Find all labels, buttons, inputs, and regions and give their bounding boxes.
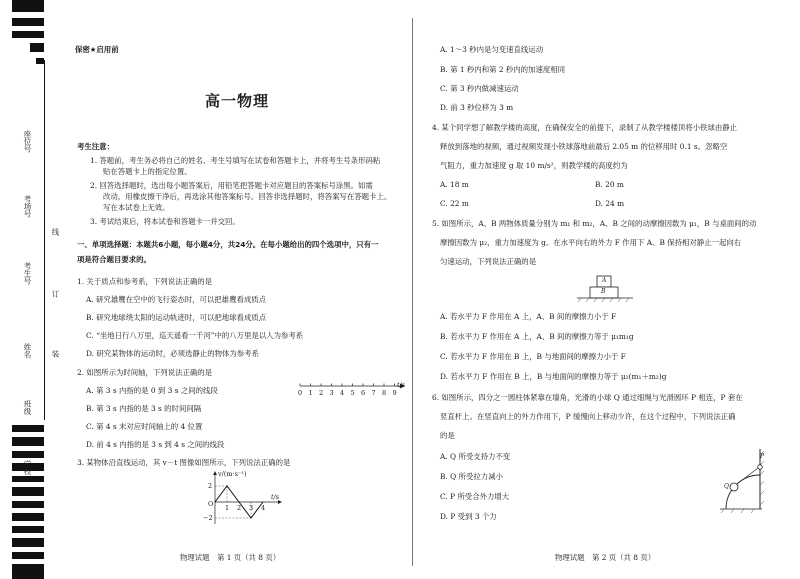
q5-stem-line: 摩擦因数为 μ₂，重力加速度为 g。在水平向右的外力 F 作用下 A、B 保持相对静止一起向右 — [440, 238, 742, 247]
time-axis-tick-label: 0 — [298, 389, 303, 397]
q6-stem-line: 竖直杆上。在竖直向上的外力作用下，P 缓慢向上移动少许，在这个过程中，下列说法正确 — [440, 412, 736, 421]
q6-option-d: D. P 受到 3 个力 — [440, 512, 497, 521]
vt-ytick: −2 — [203, 514, 213, 522]
vt-xtick: 2 — [237, 504, 242, 512]
footer-left: 物理试题 第 1 页（共 8 页） — [180, 553, 281, 562]
exam-room-label: 考场号 — [23, 195, 32, 218]
vt-ylabel: v/(m·s⁻¹) — [218, 470, 247, 478]
q3-option-c: C. 第 3 秒内做减速运动 — [440, 84, 519, 93]
time-axis-tick-label: 1 — [308, 389, 313, 397]
notice-line: 3. 考试结束后，将本试卷和答题卡一并交回。 — [90, 217, 240, 226]
q5-option-c: C. 若水平力 F 作用在 B 上，B 与地面间的摩擦力小于 F — [440, 352, 626, 361]
time-axis-tick-label: 6 — [361, 389, 366, 397]
vt-origin: O — [208, 500, 214, 508]
binding-stripe — [12, 552, 44, 559]
notice-line: 贴在答题卡上的指定位置。 — [103, 167, 192, 176]
time-axis-figure — [295, 378, 410, 404]
q5-option-b: B. 若水平力 F 作用在 A 上，A、B 间的摩擦力等于 μ₁m₁g — [440, 332, 634, 341]
class-label: 班级 — [23, 400, 32, 415]
q1-option-a: A. 研究雄鹰在空中的飞行姿态时，可以把雄鹰看成质点 — [86, 295, 267, 304]
footer-right: 物理试题 第 2 页（共 8 页） — [555, 553, 656, 562]
q6-stem-line: 6. 如图所示，四分之一圆柱体紧靠在墙角，光滑的小球 Q 通过细绳与光滑圆环 P 相连，P 套在 — [432, 393, 743, 402]
q2-stem: 2. 如图所示为时间轴，下列说法正确的是 — [77, 368, 213, 377]
vt-xtick: 1 — [225, 504, 230, 512]
q5-stem-line: 匀速运动，下列说法正确的是 — [440, 257, 537, 266]
vt-graph — [205, 470, 285, 526]
vt-xtick: 3 — [249, 504, 254, 512]
ring-p-label: P — [760, 453, 765, 460]
q2-option-d: D. 前 4 s 内指的是 3 s 到 4 s 之间的线段 — [86, 440, 225, 449]
q5-option-d: D. 若水平力 F 作用在 B 上，B 与地面间的摩擦力等于 μ₂(m₁＋m₂)g — [440, 372, 667, 381]
q4-option-d: D. 24 m — [595, 199, 625, 208]
q3-option-a: A. 1～3 秒内是匀变速直线运动 — [440, 45, 544, 54]
time-axis-tick-label: 3 — [329, 389, 334, 397]
q6-option-c: C. P 所受合外力增大 — [440, 492, 510, 501]
notice-line: 改动，用橡皮擦干净后，再选涂其他答案标号。回答非选择题时，将答案写在答题卡上。 — [103, 192, 392, 201]
confidential-label: 保密★启用前 — [75, 45, 119, 54]
time-axis-tick-label: 9 — [392, 389, 397, 397]
page-title: 高一物理 — [205, 92, 270, 110]
block-b-label: B — [601, 288, 606, 295]
q6-stem-line: 的是 — [440, 431, 455, 440]
blocks-figure — [575, 274, 635, 304]
q1-stem: 1. 关于质点和参考系，下列说法正确的是 — [77, 277, 213, 286]
notice-line: 写在本试卷上无效。 — [103, 203, 170, 212]
notice-title: 考生注意： — [77, 142, 114, 151]
q1-option-d: D. 研究某物体的运动时，必须选静止的物体为参考系 — [86, 349, 259, 358]
notice-line: 2. 回答选择题时，选出每小题答案后，用铅笔把答题卡对应题目的答案标号涂黑。如需 — [90, 181, 373, 190]
q4-option-b: B. 20 m — [595, 180, 624, 189]
candidate-number-label: 考生号 — [23, 262, 32, 285]
cut-mark-bind: 装 — [51, 350, 60, 358]
cylinder-figure — [700, 445, 768, 515]
binding-strip — [0, 0, 58, 579]
section-heading-cont: 项是符合题目要求的。 — [77, 255, 151, 264]
binding-stripe — [12, 425, 44, 432]
time-axis-tick-label: 5 — [350, 389, 355, 397]
cut-mark-order: 订 — [51, 290, 60, 298]
time-axis-tick-label: 4 — [340, 389, 345, 397]
block-a-label: A — [602, 277, 607, 284]
cylinder-svg — [700, 445, 768, 515]
vt-xlabel: t/s — [271, 493, 280, 501]
notice-line: 1. 答题前，考生务必将自己的姓名、考生号填写在试卷和答题卡上，并将考生号条形码粘 — [90, 156, 381, 165]
q3-option-d: D. 前 3 秒位移为 3 m — [440, 103, 514, 112]
binding-stripe — [12, 451, 44, 458]
section-heading: 一、单项选择题：本题共6小题，每小题4分，共24分。在每小题给出的四个选项中，只有一 — [77, 240, 379, 249]
ball-q-label: Q — [724, 483, 729, 490]
q4-stem-line: 4. 某个同学想了解教学楼的高度，在确保安全的前提下，录制了从教学楼楼顶将小铁球由静止 — [432, 123, 738, 132]
binding-stripe — [36, 58, 44, 64]
name-label: 姓名 — [23, 343, 32, 358]
vt-xtick: 4 — [261, 504, 266, 512]
q2-option-a: A. 第 3 s 内指的是 0 到 3 s 之间的线段 — [86, 386, 218, 395]
q5-stem-line: 5. 如图所示，A、B 两物体质量分别为 m₁ 和 m₂，A、B 之间的动摩擦因数为 μ₁，B 与桌面间的动 — [432, 219, 757, 228]
q2-option-b: B. 第 3 s 内指的是 3 s 的时间间隔 — [86, 404, 202, 413]
q4-stem-line: 释放到落地的视频，通过视频发现小铁球落地前最后 2.05 m 的位移用时 0.1 s。忽略空 — [440, 142, 728, 151]
q5-option-a: A. 若水平力 F 作用在 A 上，A、B 间的摩擦力小于 F — [440, 312, 617, 321]
time-axis-tick-label: 2 — [319, 389, 324, 397]
time-axis-tick-label: 7 — [371, 389, 376, 397]
q3-stem: 3. 某物体沿直线运动，其 v－t 图像如图所示，下列说法正确的是 — [77, 458, 291, 467]
binding-stripe — [12, 18, 44, 26]
time-axis-tick-label: 8 — [382, 389, 387, 397]
school-label: 学校 — [23, 460, 32, 475]
binding-stripe — [30, 43, 44, 52]
binding-stripe — [12, 437, 44, 446]
q4-option-c: C. 22 m — [440, 199, 469, 208]
q6-option-a: A. Q 所受支持力不变 — [440, 452, 511, 461]
binding-stripe — [12, 487, 44, 496]
binding-stripe — [12, 476, 44, 482]
binding-stripe — [12, 526, 44, 533]
seat-number-label: 座位号 — [23, 130, 32, 153]
cut-mark-line: 线 — [51, 228, 60, 236]
vt-ytick: 2 — [208, 482, 213, 490]
binding-stripe — [12, 31, 44, 38]
q6-option-b: B. Q 所受拉力减小 — [440, 472, 503, 481]
q4-stem-line: 气阻力，重力加速度 g 取 10 m/s²，则教学楼的高度约为 — [440, 161, 628, 170]
q1-option-b: B. 研究地球绕太阳的运动轨迹时，可以把地球看成质点 — [86, 313, 267, 322]
binding-stripe — [12, 513, 44, 521]
q4-option-a: A. 18 m — [440, 180, 469, 189]
time-axis-unit: t/s — [397, 381, 406, 389]
page-divider — [412, 18, 413, 566]
binding-stripe — [12, 0, 44, 12]
binding-stripe — [12, 501, 44, 508]
q3-option-b: B. 第 1 秒内和第 2 秒内的加速度相同 — [440, 65, 566, 74]
binding-stripe — [12, 538, 44, 547]
binding-stripe — [12, 564, 44, 579]
q1-option-c: C. “坐地日行八万里，巡天遥看一千河”中的八万里是以人为参考系 — [86, 331, 304, 340]
q2-option-c: C. 第 4 s 末对应时间轴上的 4 位置 — [86, 422, 203, 431]
